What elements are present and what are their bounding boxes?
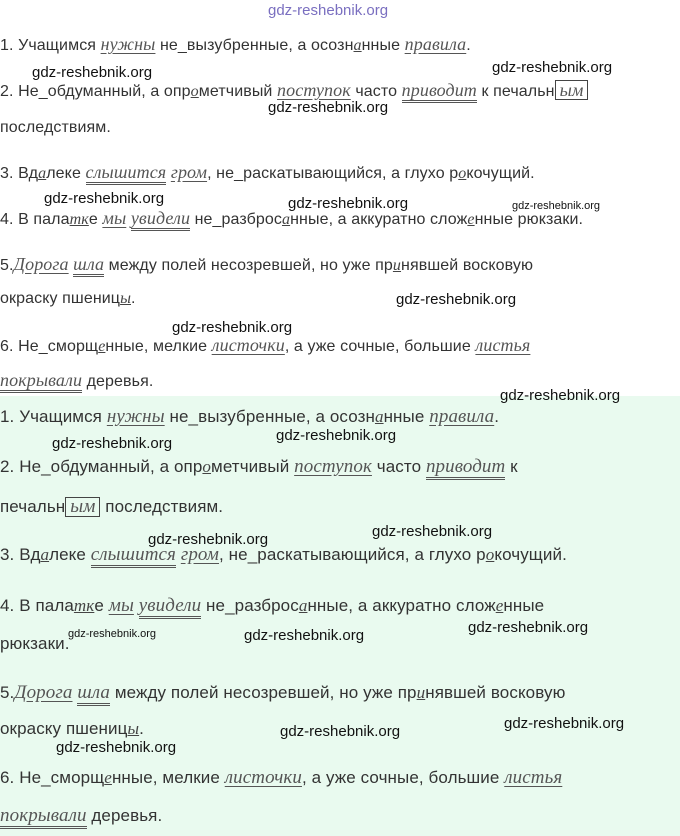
text: к [505, 457, 518, 476]
predicate: приводит [402, 80, 477, 103]
sentence-1 [0, 34, 471, 55]
subject: правила [404, 34, 467, 54]
text: нявшей восковую [425, 683, 566, 702]
watermark: gdz-reshebnik.org [288, 195, 409, 212]
subject: Дорога [13, 254, 69, 274]
text: печальн [0, 497, 66, 516]
text: нные, мелкие [105, 338, 212, 355]
text: между полей несозревшей, но уже пр [110, 683, 417, 702]
watermark: gdz-reshebnik.org [268, 99, 389, 116]
text: рюкзаки. [0, 634, 70, 653]
sentence-2-continued [0, 497, 223, 517]
text: кочущий. [466, 165, 535, 182]
watermark: gdz-reshebnik.org [52, 435, 173, 452]
subject: листья [475, 335, 531, 355]
text: 3. Вд [0, 545, 41, 564]
vowel-mark: а [353, 37, 362, 54]
watermark: gdz-reshebnik.org [32, 64, 153, 81]
vowel-mark: о [485, 545, 495, 564]
text: . [139, 719, 144, 738]
vowel-mark: а [281, 211, 291, 228]
consonant-mark: тк [73, 596, 95, 615]
text: леке [49, 545, 91, 564]
subject: листья [504, 767, 563, 788]
subject: гром [180, 544, 220, 565]
subject: листочки [211, 335, 285, 355]
text: 5. [0, 257, 14, 274]
text: . [494, 407, 500, 426]
text: , не_раскатывающийся, а глухо р [219, 545, 486, 564]
text: часто [371, 457, 426, 476]
text: 3. Вд [0, 165, 39, 182]
vowel-mark: е [467, 211, 475, 228]
watermark: gdz-reshebnik.org [396, 291, 517, 308]
text: , а уже сочные, большие [301, 768, 505, 787]
predicate: приводит [426, 456, 505, 480]
ending-box: ым [65, 497, 100, 517]
text: 4. В пала [0, 211, 70, 228]
watermark: gdz-reshebnik.org [44, 190, 165, 207]
text: 1. Учащимся [0, 37, 101, 54]
vowel-mark: а [40, 545, 50, 564]
text: между полей несозревшей, но уже пр [104, 257, 393, 274]
text: не_разброс [190, 211, 282, 228]
ending-mark: ы [120, 290, 131, 307]
watermark: gdz-reshebnik.org [172, 319, 293, 336]
predicate: нужны [106, 406, 165, 427]
text: кочущий. [494, 545, 567, 564]
watermark: gdz-reshebnik.org [492, 59, 613, 76]
sentence-2-continued [0, 119, 111, 137]
vowel-mark: о [202, 457, 212, 476]
text: , не_раскатывающийся, а глухо р [207, 165, 459, 182]
text: 6. Не_сморщ [0, 768, 105, 787]
text: , а уже сочные, большие [284, 338, 476, 355]
text: е [94, 596, 109, 615]
sentence-6-continued [0, 805, 162, 827]
text: 2. Не_обдуманный, а опр [0, 83, 191, 100]
watermark: gdz-reshebnik.org [504, 715, 625, 732]
text: леке [46, 165, 86, 182]
vowel-mark: и [392, 257, 402, 274]
ending-box: ым [555, 80, 589, 100]
predicate: покрывали [0, 805, 87, 829]
text: последствиям. [0, 119, 111, 136]
text: нные [361, 37, 405, 54]
text: нные, а аккуратно слож [307, 596, 496, 615]
sentence-2 [0, 456, 518, 478]
vowel-mark: о [190, 83, 199, 100]
text: 4. В пала [0, 596, 74, 615]
vowel-mark: а [38, 165, 47, 182]
vowel-mark: о [458, 165, 467, 182]
text: нные, а аккуратно слож [290, 211, 468, 228]
text: деревья. [86, 806, 163, 825]
text: нные рюкзаки. [474, 211, 584, 228]
ending-mark: ы [127, 719, 140, 738]
sentence-6-continued [0, 370, 153, 391]
text: . [466, 37, 471, 54]
predicate: увидели [139, 595, 201, 619]
text: к печальн [476, 83, 555, 100]
predicate: увидели [131, 208, 190, 231]
text: нявшей восковую [401, 257, 534, 274]
watermark: gdz-reshebnik.org [512, 200, 601, 212]
watermark: gdz-reshebnik.org [372, 523, 493, 540]
watermark: gdz-reshebnik.org [56, 739, 177, 756]
watermark: gdz-reshebnik.org [244, 627, 365, 644]
watermark: gdz-reshebnik.org [68, 628, 157, 640]
sentence-4-continued [0, 634, 70, 654]
watermark: gdz-reshebnik.org [280, 723, 401, 740]
sentence-3 [0, 544, 567, 566]
subject: правила [429, 406, 495, 427]
subject: листочки [224, 767, 302, 788]
text: . [131, 290, 136, 307]
sentence-6 [0, 767, 562, 789]
subject: Дорога [14, 682, 73, 703]
text: не_вызубренные, а осозн [164, 407, 375, 426]
vowel-mark: е [104, 768, 112, 787]
vowel-mark: и [416, 683, 426, 702]
subject: гром [170, 162, 208, 182]
text: нные [503, 596, 545, 615]
vowel-mark: е [495, 596, 504, 615]
predicate: слышится [86, 162, 167, 185]
predicate: покрывали [0, 370, 82, 393]
subject: мы [108, 595, 134, 616]
predicate: шла [73, 254, 104, 277]
sentence-4 [0, 595, 544, 617]
watermark: gdz-reshebnik.org [468, 619, 589, 636]
text: последствиям. [100, 497, 224, 516]
watermark: gdz-reshebnik.org [276, 427, 397, 444]
text: деревья. [82, 373, 154, 390]
text: метчивый [211, 457, 295, 476]
sentence-6 [0, 335, 530, 356]
text: 6. Не_сморщ [0, 338, 99, 355]
watermark: gdz-reshebnik.org [500, 387, 621, 404]
sentence-5 [0, 682, 565, 704]
sentence-1 [0, 406, 499, 428]
subject: поступок [294, 456, 372, 477]
predicate: нужны [100, 34, 156, 54]
predicate: слышится [91, 544, 176, 568]
text: метчивый [198, 83, 278, 100]
text: 1. Учащимся [0, 407, 107, 426]
sentence-5-continued [0, 290, 136, 308]
vowel-mark: а [374, 407, 384, 426]
text: окраску пшениц [0, 290, 121, 307]
text: 2. Не_обдуманный, а опр [0, 457, 203, 476]
text: не_разброс [201, 596, 299, 615]
sentence-5-continued [0, 719, 144, 739]
vowel-mark: е [98, 338, 106, 355]
text: часто [350, 83, 402, 100]
text: е [88, 211, 103, 228]
sentence-3 [0, 162, 535, 183]
text: нные, мелкие [111, 768, 225, 787]
consonant-mark: тк [69, 211, 89, 228]
subject: поступок [277, 80, 351, 100]
watermark: gdz-reshebnik.org [148, 531, 269, 548]
predicate: шла [77, 682, 110, 706]
text: окраску пшениц [0, 719, 128, 738]
text: не_вызубренные, а осозн [155, 37, 354, 54]
subject: мы [102, 208, 127, 228]
sentence-5 [0, 254, 533, 275]
vowel-mark: а [298, 596, 308, 615]
text: 5. [0, 683, 15, 702]
text: нные [383, 407, 430, 426]
sentence-2 [0, 80, 588, 101]
watermark-header: gdz-reshebnik.org [268, 2, 389, 19]
